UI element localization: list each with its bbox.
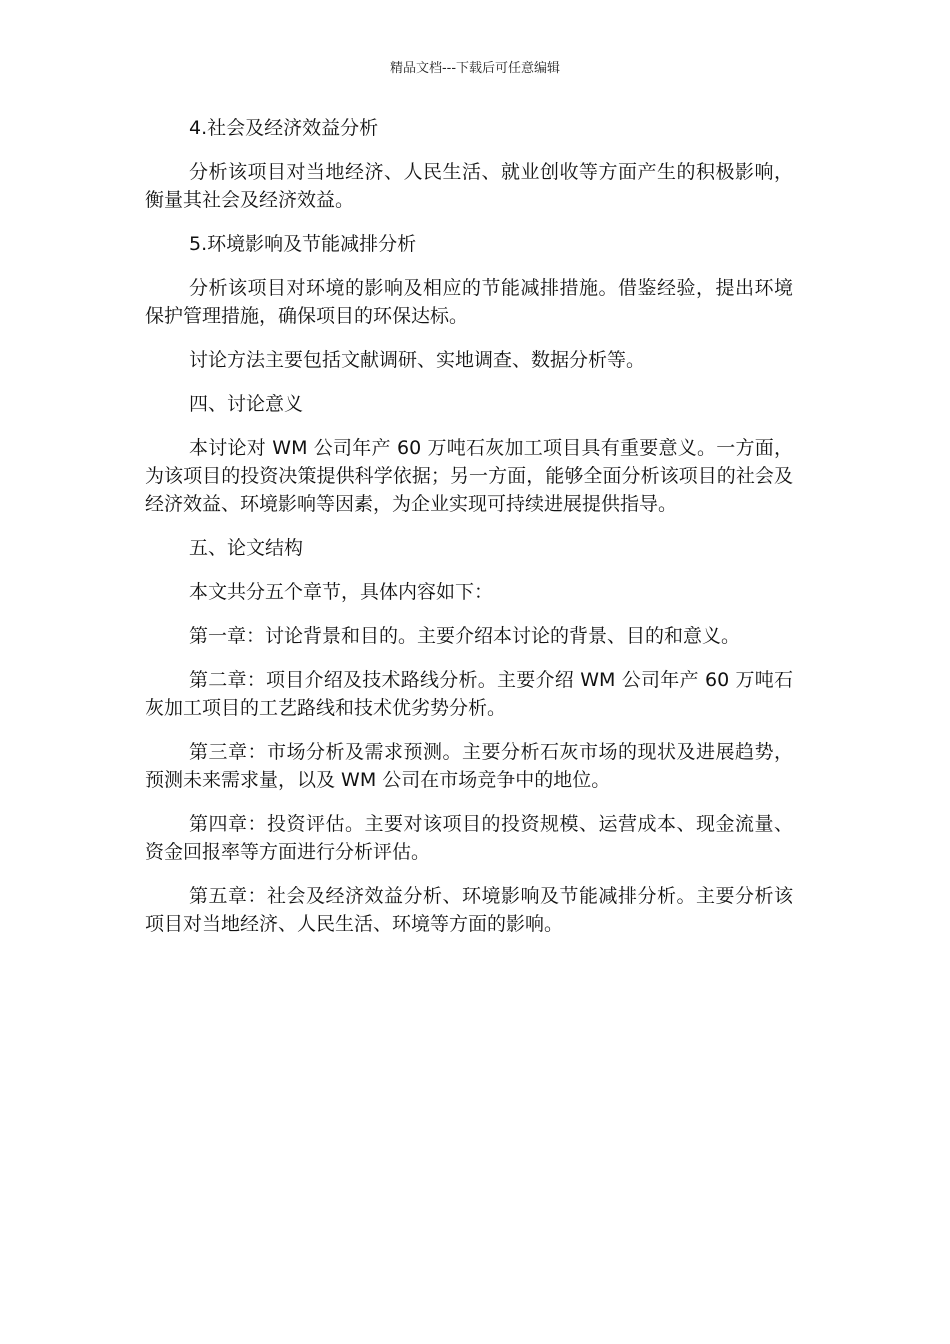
paragraph-environment: 分析该项目对环境的影响及相应的节能减排措施。借鉴经验，提出环境保护管理措施，确保项目的环保达标。 — [145, 277, 793, 327]
chapter-5-summary: 第五章：社会及经济效益分析、环境影响及节能减排分析。主要分析该项目对当地经济、人民生活、环境等方面的影响。 — [145, 885, 793, 935]
document-body — [145, 114, 793, 954]
section-heading-structure: 五、论文结构 — [189, 537, 304, 559]
chapter-2-summary: 第二章：项目介绍及技术路线分析。主要介绍 WM 公司年产 60 万吨石灰加工项目的工艺路线和技术优劣势分析。 — [145, 669, 793, 719]
paragraph-methods: 讨论方法主要包括文献调研、实地调查、数据分析等。 — [189, 349, 646, 371]
section-heading-environment: 5.环境影响及节能减排分析 — [189, 233, 417, 255]
chapter-4-summary: 第四章：投资评估。主要对该项目的投资规模、运营成本、现金流量、资金回报率等方面进行分析评估。 — [145, 813, 793, 863]
paragraph-significance: 本讨论对 WM 公司年产 60 万吨石灰加工项目具有重要意义。一方面，为该项目的投资决策提供科学依据；另一方面，能够全面分析该项目的社会及经济效益、环境影响等因素，为企业实现可持续进展提供指导。 — [145, 437, 793, 515]
page-header: 精品文档---下载后可任意编辑 — [389, 61, 561, 76]
chapter-3-summary: 第三章：市场分析及需求预测。主要分析石灰市场的现状及进展趋势，预测未来需求量，以及 WM 公司在市场竞争中的地位。 — [145, 741, 793, 791]
section-heading-significance: 四、讨论意义 — [189, 393, 304, 415]
paragraph-structure-intro: 本文共分五个章节，具体内容如下： — [189, 581, 494, 603]
chapter-1-summary: 第一章：讨论背景和目的。主要介绍本讨论的背景、目的和意义。 — [189, 625, 741, 647]
section-heading-social-economic: 4.社会及经济效益分析 — [189, 117, 379, 139]
paragraph-social-economic: 分析该项目对当地经济、人民生活、就业创收等方面产生的积极影响，衡量其社会及经济效益。 — [145, 161, 793, 211]
